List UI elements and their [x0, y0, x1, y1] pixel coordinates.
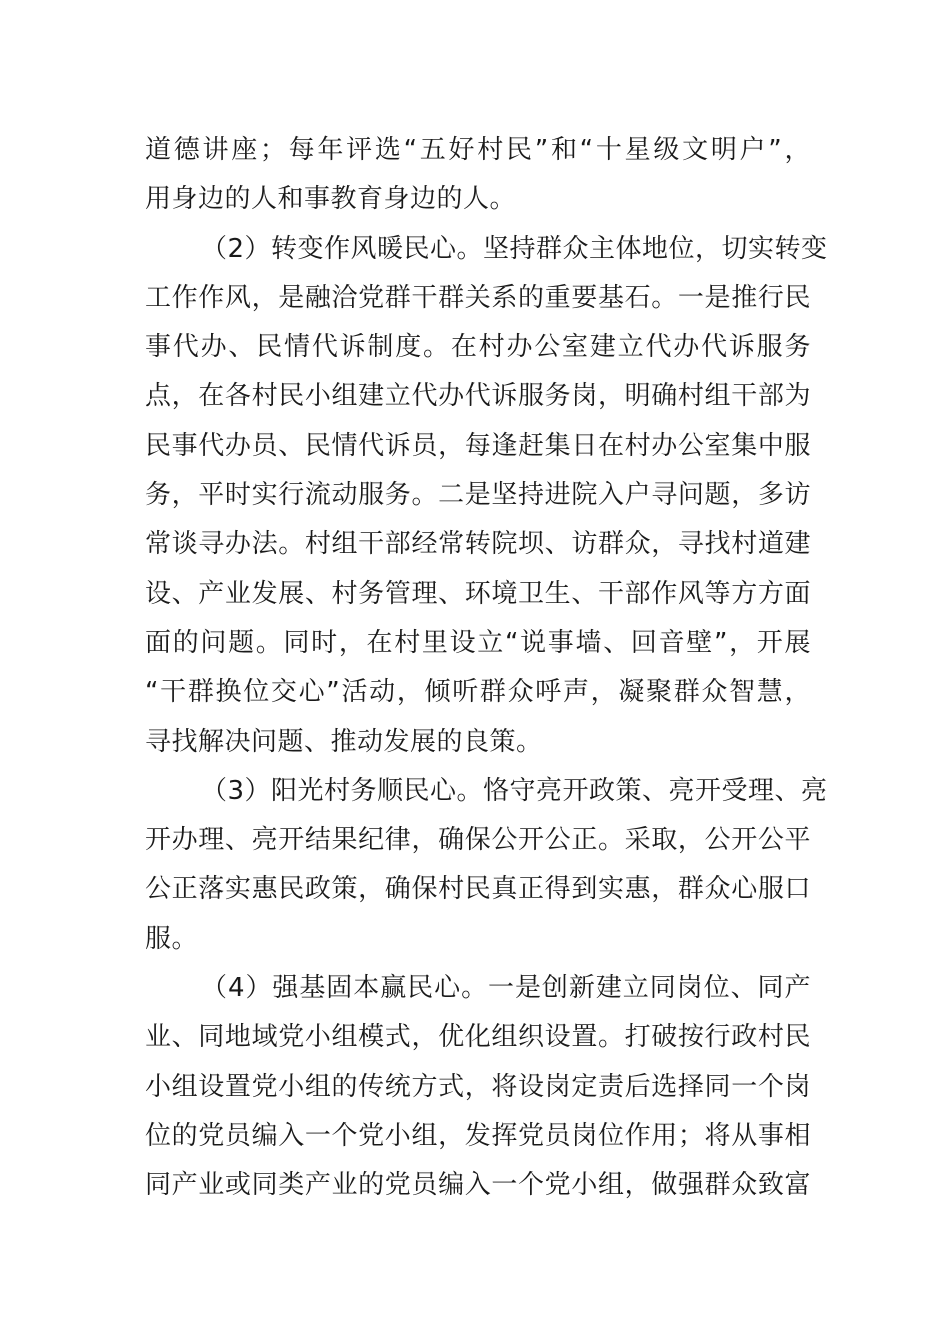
text-line: 开办理、亮开结果纪律，确保公开公正。采取，公开公平 — [145, 825, 811, 856]
text-line: 点，在各村民小组建立代办代诉服务岗，明确村组干部为 — [145, 381, 811, 412]
text-line: 务，平时实行流动服务。二是坚持进院入户寻问题，多访 — [145, 480, 811, 511]
text-line: 用身边的人和事教育身边的人。 — [145, 184, 517, 215]
paragraph-4-first-line: （4）强基固本赢民心。一是创新建立同岗位、同产 — [201, 973, 811, 1004]
text-line: 设、产业发展、村务管理、环境卫生、干部作风等方方面 — [145, 578, 811, 609]
text-line: 公正落实惠民政策，确保村民真正得到实惠，群众心服口 — [145, 874, 811, 905]
text-line: 常谈寻办法。村组干部经常转院坝、访群众，寻找村道建 — [145, 529, 811, 560]
text-line: 道德讲座；每年评选“五好村民”和“十星级文明户”， — [145, 135, 811, 165]
text-line: 面的问题。同时，在村里设立“说事墙、回音壁”，开展 — [145, 627, 811, 658]
text-line: 工作作风，是融洽党群干群关系的重要基石。一是推行民 — [145, 282, 811, 313]
text-line: 寻找解决问题、推动发展的良策。 — [145, 726, 543, 757]
text-line: 业、同地域党小组模式，优化组织设置。打破按行政村民 — [145, 1022, 811, 1053]
text-line: “干群换位交心”活动，倾听群众呼声，凝聚群众智慧， — [145, 677, 811, 708]
text-line: 民事代办员、民情代诉员，每逢赶集日在村办公室集中服 — [145, 430, 811, 461]
text-line: 同产业或同类产业的党员编入一个党小组，做强群众致富 — [145, 1170, 811, 1201]
text-line: 服。 — [145, 923, 199, 954]
paragraph-2-first-line: （2）转变作风暖民心。坚持群众主体地位，切实转变 — [201, 233, 828, 264]
paragraph-3-first-line: （3）阳光村务顺民心。恪守亮开政策、亮开受理、亮 — [201, 775, 828, 806]
document-body — [145, 126, 828, 1211]
text-line: 小组设置党小组的传统方式，将设岗定责后选择同一个岗 — [145, 1071, 811, 1102]
text-line: 位的党员编入一个党小组，发挥党员岗位作用；将从事相 — [145, 1120, 811, 1151]
text-line: 事代办、民情代诉制度。在村办公室建立代办代诉服务 — [145, 332, 811, 363]
